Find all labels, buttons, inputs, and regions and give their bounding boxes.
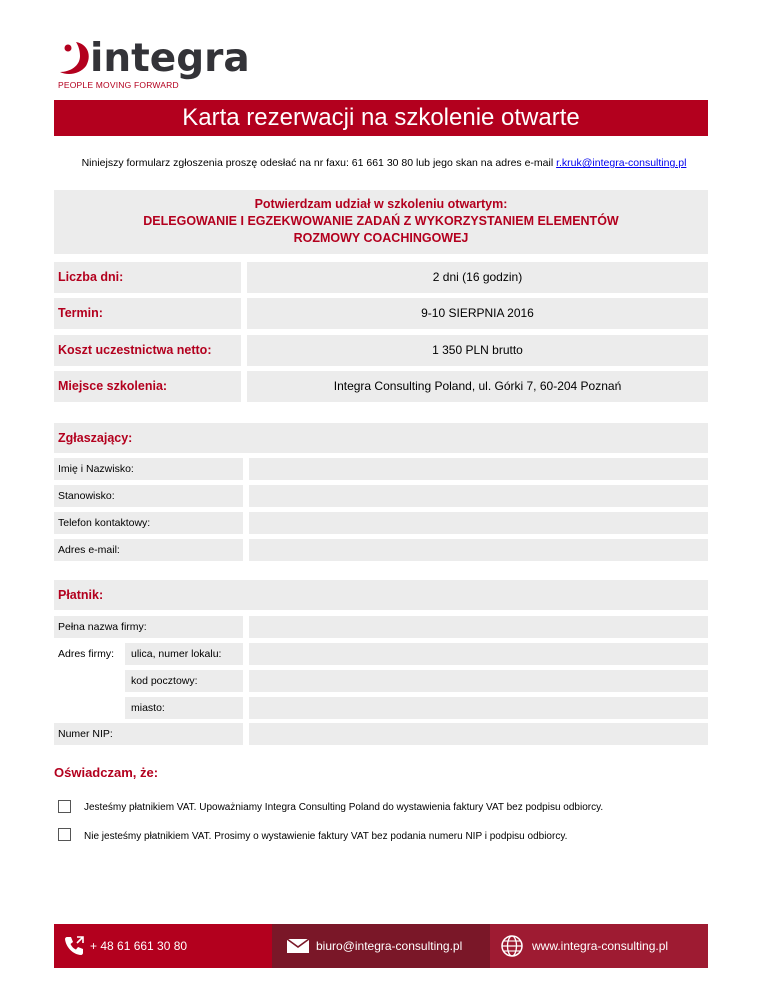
company-address-label: Adres firmy: <box>58 648 115 660</box>
days-label: Liczba dni: <box>54 262 241 293</box>
training-confirmation <box>54 190 708 254</box>
street-field[interactable] <box>249 643 708 665</box>
venue-label: Miejsce szkolenia: <box>54 371 241 402</box>
logo-tagline: PEOPLE MOVING FORWARD <box>58 80 179 90</box>
globe-icon <box>500 934 524 958</box>
cost-label: Koszt uczestnictwa netto: <box>54 335 241 366</box>
nip-field[interactable] <box>249 723 708 745</box>
payer-heading: Płatnik: <box>54 580 708 610</box>
street-label: ulica, numer lokalu: <box>125 643 243 665</box>
full-name-label: Imię i Nazwisko: <box>54 458 243 480</box>
intro-instructions: Niniejszy formularz zgłoszenia proszę odesłać na nr faxu: 61 661 30 80 lub jego skan na adres e-mail <box>81 157 557 169</box>
applicant-heading: Zgłaszający: <box>54 423 708 453</box>
position-label: Stanowisko: <box>54 485 243 507</box>
date-value: 9-10 SIERPNIA 2016 <box>247 298 708 329</box>
footer-website-text: www.integra-consulting.pl <box>532 939 669 953</box>
logo-wordmark: integra <box>90 36 250 81</box>
cost-value: 1 350 PLN brutto <box>247 335 708 366</box>
envelope-icon <box>286 934 310 958</box>
company-name-field[interactable] <box>249 616 708 638</box>
phone-label: Telefon kontaktowy: <box>54 512 243 534</box>
footer-phone-text: + 48 61 661 30 80 <box>90 939 188 953</box>
contact-footer <box>54 924 708 968</box>
vat-payer-option-text: Jesteśmy płatnikiem VAT. Upoważniamy Integra Consulting Poland do wystawienia faktury VAT bez podpisu odbiorcy. <box>84 802 604 813</box>
postal-code-label: kod pocztowy: <box>125 670 243 692</box>
confirmation-line: Potwierdzam udział w szkoleniu otwartym: <box>254 197 508 211</box>
postal-code-field[interactable] <box>249 670 708 692</box>
contact-email-link[interactable]: r.kruk@integra-consulting.pl <box>556 157 687 169</box>
full-name-field[interactable] <box>249 458 708 480</box>
page-title: Karta rezerwacji na szkolenie otwarte <box>54 100 708 136</box>
city-label: miasto: <box>125 697 243 719</box>
non-vat-payer-checkbox[interactable] <box>58 828 71 841</box>
footer-email[interactable] <box>272 924 490 968</box>
city-field[interactable] <box>249 697 708 719</box>
email-field[interactable] <box>249 539 708 561</box>
email-label: Adres e-mail: <box>54 539 243 561</box>
footer-website[interactable] <box>490 924 708 968</box>
footer-email-text: biuro@integra-consulting.pl <box>316 939 463 953</box>
vat-payer-checkbox[interactable] <box>58 800 71 813</box>
training-title-line1: DELEGOWANIE I EGZEKWOWANIE ZADAŃ Z WYKORZYSTANIEM ELEMENTÓW <box>143 214 619 228</box>
company-name-label: Pełna nazwa firmy: <box>54 616 243 638</box>
nip-label: Numer NIP: <box>54 723 243 745</box>
declaration-heading: Oświadczam, że: <box>54 765 159 780</box>
venue-value: Integra Consulting Poland, ul. Górki 7, 60-204 Poznań <box>247 371 708 402</box>
training-title-line2: ROZMOWY COACHINGOWEJ <box>293 231 469 245</box>
footer-phone <box>54 924 272 968</box>
phone-icon <box>62 934 86 958</box>
non-vat-payer-option-text: Nie jesteśmy płatnikiem VAT. Prosimy o wystawienie faktury VAT bez podania numeru NIP i podpisu odbiorcy. <box>84 831 568 842</box>
position-field[interactable] <box>249 485 708 507</box>
integra-logo <box>58 36 250 90</box>
logo-mark-icon <box>58 40 94 80</box>
intro-text <box>0 156 768 170</box>
phone-field[interactable] <box>249 512 708 534</box>
days-value: 2 dni (16 godzin) <box>247 262 708 293</box>
date-label: Termin: <box>54 298 241 329</box>
